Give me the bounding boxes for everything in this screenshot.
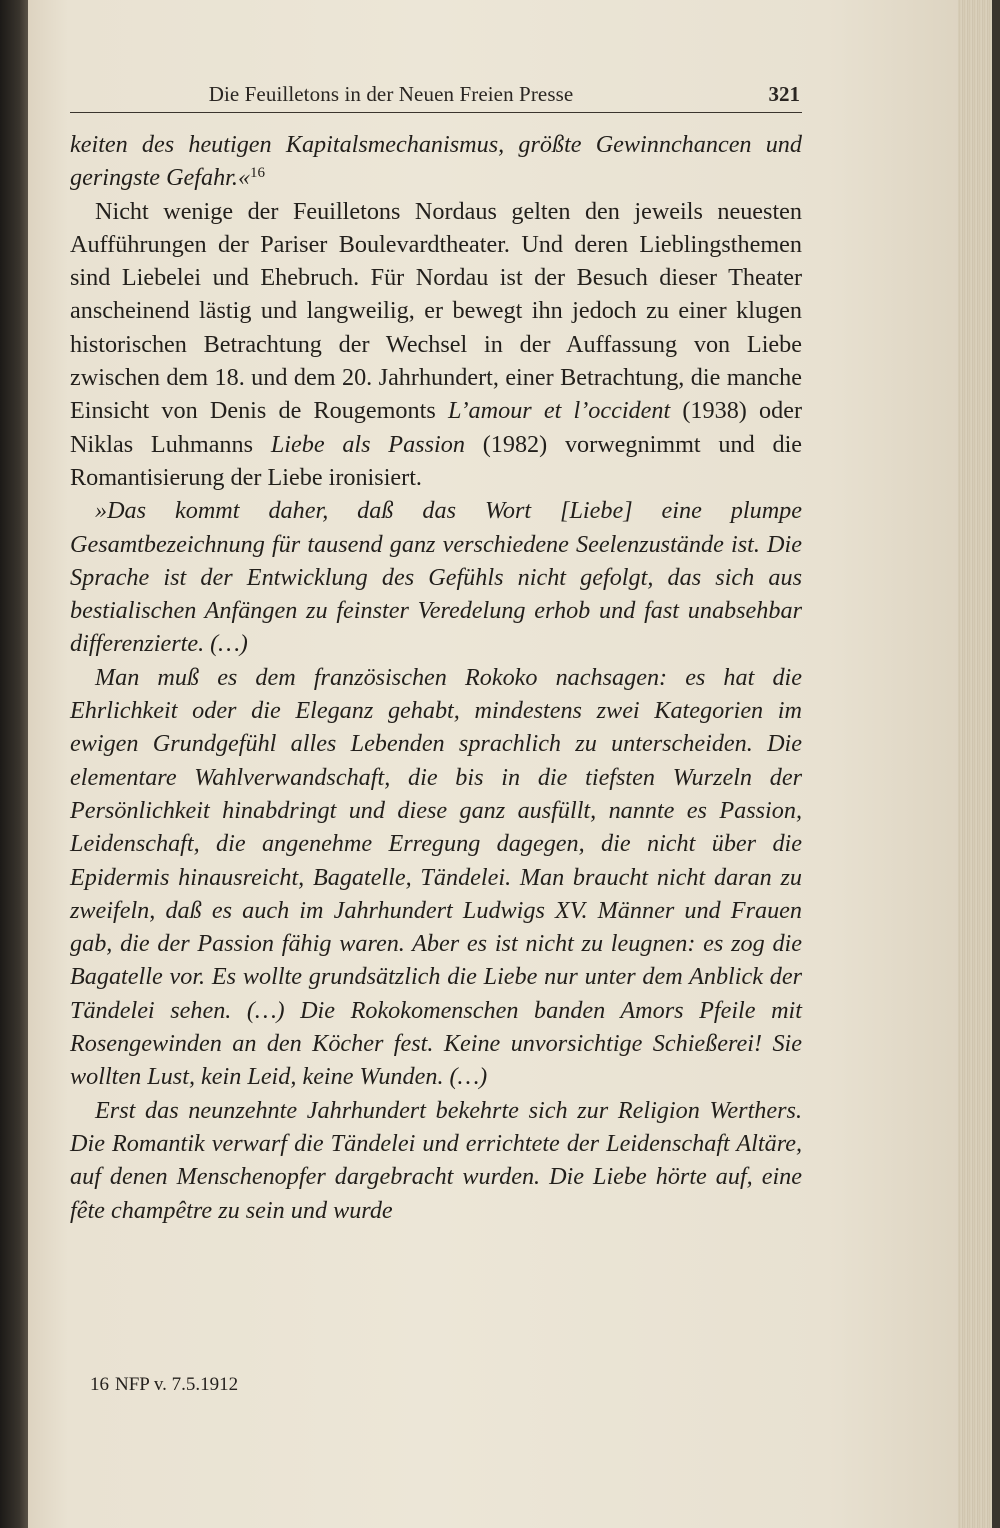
- footnote-text: NFP v. 7.5.1912: [115, 1374, 239, 1395]
- footnote-reference: 16: [250, 165, 266, 182]
- commentary-end: (1982) vorwegnimmt und die Romantisierung der Liebe ironisiert.: [70, 430, 803, 491]
- footnote: [90, 1374, 244, 1396]
- running-head: [70, 78, 802, 112]
- commentary-intro: Nicht wenige der Feuilletons Nordaus gelten den jeweils neuesten Aufführungen der Pariser Boulevardtheater. Und deren Lieblingsthemen sind Liebelei und Ehebruch. Für Nordau ist der Besuch dieser Theater anscheinend lästig und langweilig, er bewegt ihn jedoch zu einer klugen historischen Betrachtung der Wechsel in der Auffassung von Liebe zwischen dem 18. und dem 20. Jahrhundert, einer Betrachtung, die manche Einsicht von Denis de Rougemonts: [70, 197, 802, 425]
- page-edges: [958, 0, 1000, 1528]
- paragraph-quote-end: [70, 128, 802, 195]
- quote-end-text: keiten des heutigen Kapitalsmechanismus, größte Gewinnchancen und geringste Gefahr.«: [70, 131, 802, 192]
- quote-paragraph-2: Man muß es dem französischen Rokoko nachsagen: es hat die Ehrlichkeit oder die Eleganz gehabt, mindestens zwei Kategorien im ewigen Grundgefühl alles Lebenden sprachlich zu unterscheiden. Die elementare Wahlverwandschaft, die bis in die tiefsten Wurzeln der Persönlichkeit hinabdringt und diese ganz ausfüllt, nannte es Passion, Leidenschaft, die angenehme Erregung dagegen, die nicht über die Epidermis hinausreicht, Bagatelle, Tändelei. Man braucht nicht daran zu zweifeln, daß es auch im Jahrhundert Ludwigs XV. Männer und Frauen gab, die der Passion fähig waren. Aber es ist nicht zu leugnen: es zog die Bagatelle vor. Es wollte grundsätzlich die Liebe nur unter dem Anblick der Tändelei sehen. (…) Die Rokokomenschen banden Amors Pfeile mit Rosengewinden an den Köcher fest. Keine unvorsichtige Schießerei! Sie wollten Lust, kein Leid, keine Wunden. (…): [70, 663, 802, 1091]
- running-title: Die Feuilletons in der Neuen Freien Presse: [208, 82, 574, 106]
- body-text: [70, 128, 802, 1227]
- header-rule: [70, 112, 802, 113]
- commentary-mid: (1938) oder Niklas Luhmanns: [70, 397, 803, 458]
- page-number: 321: [768, 82, 800, 106]
- quote-paragraph-1: »Das kommt daher, daß das Wort [Liebe] eine plumpe Gesamtbezeichnung für tausend ganz verschiedene Seelenzustände ist. Die Sprache ist der Entwicklung des Gefühls nicht gefolgt, das sich aus bestialischen Anfängen zu feinster Veredelung erhob und fast unabsehbar differenzierte. (…): [70, 497, 802, 658]
- book-title-lamour: L’amour et l’occident: [447, 397, 671, 425]
- paragraph-commentary: [70, 195, 802, 495]
- footnote-number: 16: [90, 1374, 109, 1395]
- book-title-liebe-als-passion: Liebe als Passion: [270, 430, 465, 458]
- quote-paragraph-3: Erst das neunzehnte Jahrhundert bekehrte sich zur Religion Werthers. Die Romantik verwarf die Tändelei und errichtete der Leidenschaft Altäre, auf denen Menschenopfer dargebracht wurden. Die Liebe hörte auf, eine fête champêtre zu sein und wurde: [70, 1096, 802, 1224]
- binding-shadow: [0, 0, 28, 1528]
